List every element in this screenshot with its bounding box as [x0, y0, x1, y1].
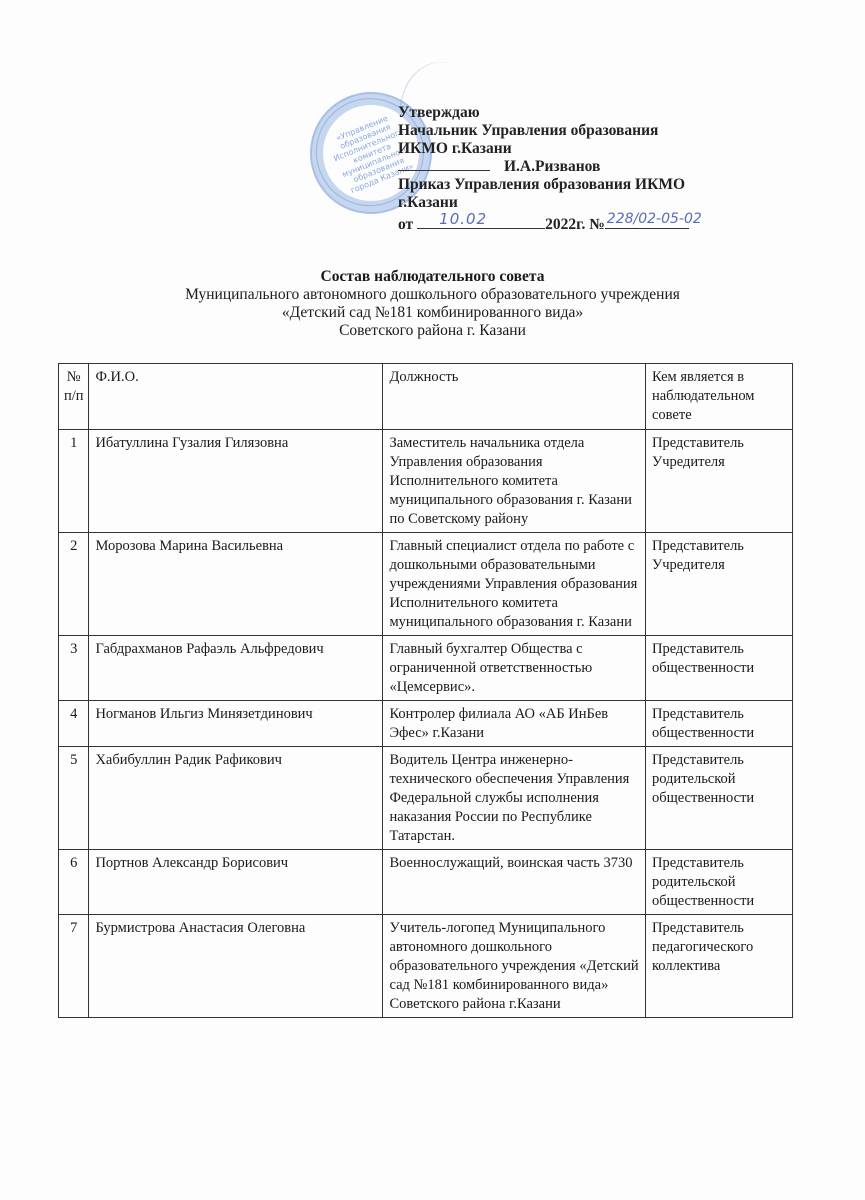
- order-date-line: [398, 212, 738, 234]
- row-name: Хабибуллин Радик Рафикович: [89, 747, 383, 850]
- approval-heading: Утверждаю: [398, 104, 480, 121]
- document-title-block: [0, 268, 865, 340]
- council-table: [58, 363, 793, 1018]
- row-num: 3: [59, 636, 89, 701]
- institution-name: «Детский сад №181 комбинированного вида»: [281, 304, 584, 321]
- header-name: Ф.И.О.: [89, 364, 383, 430]
- signature-blank: [398, 158, 490, 171]
- row-name: Ибатуллина Гузалия Гилязовна: [89, 430, 383, 533]
- row-position: Главный бухгалтер Общества с ограниченной ответственностью «Цемсервис».: [383, 636, 646, 701]
- row-role: Представитель общественности: [645, 636, 792, 701]
- row-name: Морозова Марина Васильевна: [89, 533, 383, 636]
- table-row: [59, 636, 793, 701]
- row-position: Заместитель начальника отдела Управления образования Исполнительного комитета муниципального образования г. Казани по Советскому району: [383, 430, 646, 533]
- row-position: Учитель-логопед Муниципального автономного дошкольного образовательного учреждения «Детский сад №181 комбинированного вида» Советского района г.Казани: [383, 915, 646, 1018]
- row-num: 7: [59, 915, 89, 1018]
- institution-district: Советского района г. Казани: [339, 322, 526, 339]
- document-title: Состав наблюдательного совета: [320, 268, 545, 285]
- order-date-handwritten: 10.02: [439, 210, 488, 228]
- order-title: Приказ Управления образования ИКМО: [398, 176, 686, 193]
- row-position: Военнослужащий, воинская часть 3730: [383, 850, 646, 915]
- approval-block: [398, 104, 738, 234]
- signature-line: [398, 158, 738, 176]
- row-role: Представитель родительской общественности: [645, 747, 792, 850]
- stamp-text: «Управление образования Исполнительного комитета муниципального образования города Казани»: [332, 113, 415, 196]
- row-num: 5: [59, 747, 89, 850]
- approver-title: Начальник Управления образования: [398, 122, 659, 139]
- order-city: г.Казани: [398, 194, 458, 211]
- date-prefix: от: [398, 216, 414, 233]
- header-position: Должность: [383, 364, 646, 430]
- order-number-field: [605, 211, 702, 229]
- header-role: Кем является в наблюдательном совете: [645, 364, 792, 430]
- row-name: Бурмистрова Анастасия Олеговна: [89, 915, 383, 1018]
- row-num: 1: [59, 430, 89, 533]
- table-header-row: [59, 364, 793, 430]
- approver-org: ИКМО г.Казани: [398, 140, 512, 157]
- institution-line: Муниципального автономного дошкольного образовательного учреждения: [185, 286, 680, 303]
- table-row: [59, 430, 793, 533]
- row-num: 4: [59, 701, 89, 747]
- row-num: 2: [59, 533, 89, 636]
- row-name: Портнов Александр Борисович: [89, 850, 383, 915]
- table-row: [59, 533, 793, 636]
- row-role: Представитель общественности: [645, 701, 792, 747]
- order-year: 2022г. №: [545, 216, 605, 233]
- signatory-name: И.А.Ризванов: [504, 158, 601, 175]
- order-number-handwritten: 228/02-05-02: [606, 211, 702, 227]
- header-num: № п/п: [59, 364, 89, 430]
- row-num: 6: [59, 850, 89, 915]
- row-name: Ногманов Ильгиз Минязетдинович: [89, 701, 383, 747]
- row-position: Контролер филиала АО «АБ ИнБев Эфес» г.Казани: [383, 701, 646, 747]
- table-row: [59, 701, 793, 747]
- order-date-field: [417, 212, 545, 229]
- row-position: Главный специалист отдела по работе с дошкольными образовательными учреждениями Управления образования Исполнительного комитета муниципального образования г. Казани: [383, 533, 646, 636]
- table-row: [59, 747, 793, 850]
- row-position: Водитель Центра инженерно-технического обеспечения Управления Федеральной службы исполнения наказания России по Республике Татарстан.: [383, 747, 646, 850]
- table-row: [59, 850, 793, 915]
- row-role: Представитель педагогического коллектива: [645, 915, 792, 1018]
- row-role: Представитель Учредителя: [645, 533, 792, 636]
- row-role: Представитель родительской общественности: [645, 850, 792, 915]
- row-role: Представитель Учредителя: [645, 430, 792, 533]
- table-row: [59, 915, 793, 1018]
- row-name: Габдрахманов Рафаэль Альфредович: [89, 636, 383, 701]
